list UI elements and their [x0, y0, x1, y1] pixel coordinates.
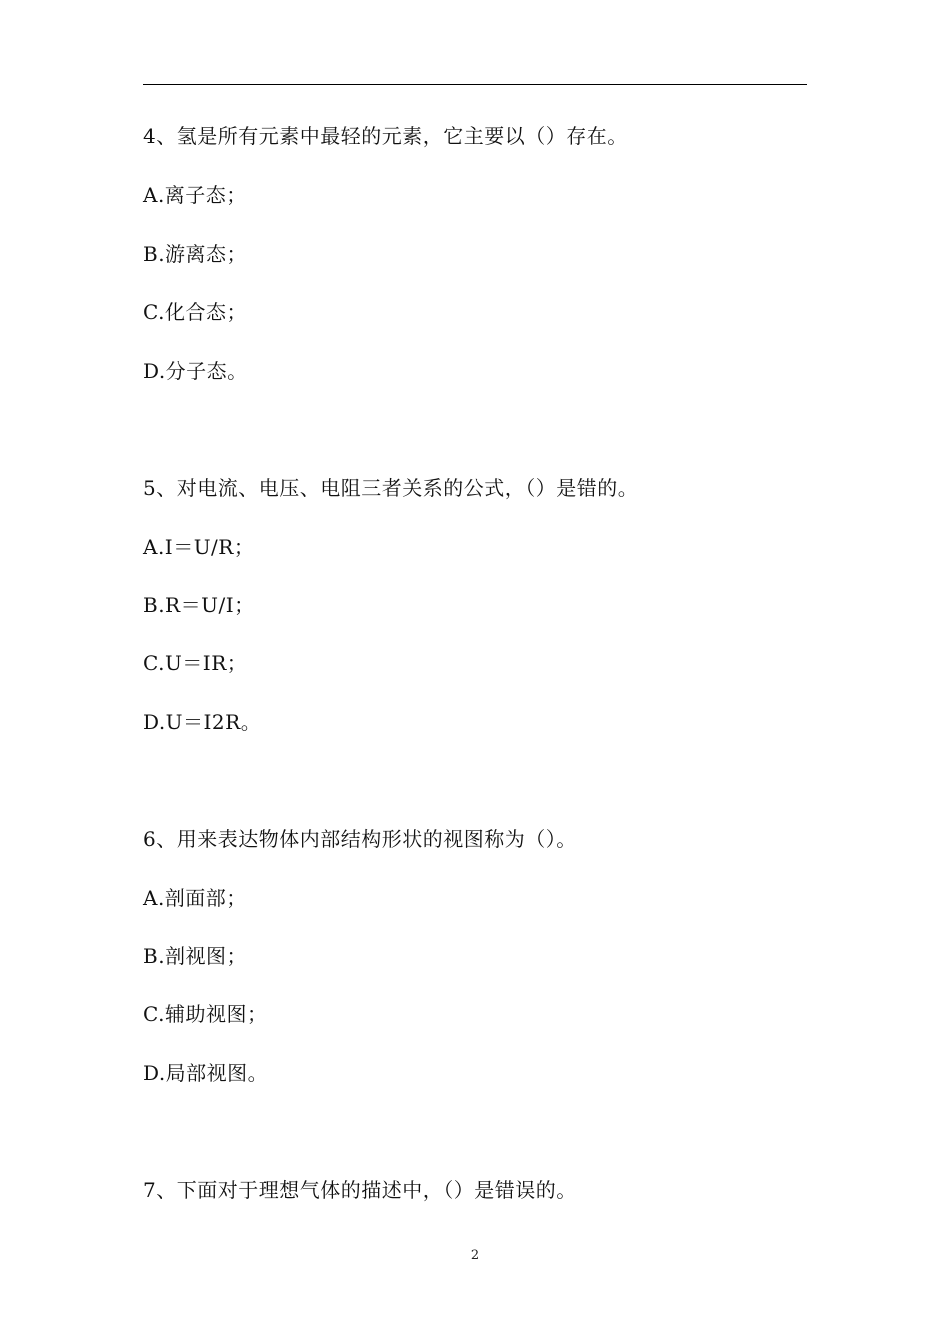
question-4-stem: 4、氢是所有元素中最轻的元素，它主要以（）存在。 [143, 124, 628, 148]
question-5-option-a: A.I＝U/R； [143, 535, 255, 559]
question-6-option-b: B.剖视图； [143, 944, 248, 968]
header-rule [143, 84, 807, 85]
question-4-option-a: A.离子态； [143, 183, 247, 207]
question-6-option-a: A.剖面部； [143, 886, 247, 910]
question-5-stem: 5、对电流、电压、电阻三者关系的公式，（）是错的。 [143, 476, 639, 500]
question-6-stem: 6、用来表达物体内部结构形状的视图称为（）。 [143, 827, 577, 851]
page-number: 2 [470, 1248, 480, 1263]
question-4-option-c: C.化合态； [143, 300, 247, 324]
question-4-option-b: B.游离态； [143, 242, 248, 266]
question-5-option-c: C.U＝IR； [143, 651, 248, 675]
question-6-option-c: C.辅助视图； [143, 1002, 268, 1026]
question-4-option-d: D.分子态。 [143, 359, 248, 383]
question-6-option-d: D.局部视图。 [143, 1061, 269, 1085]
question-7-stem: 7、下面对于理想气体的描述中，（）是错误的。 [143, 1178, 577, 1202]
question-5-option-d: D.U＝I2R。 [143, 710, 262, 734]
question-5-option-b: B.R＝U/I； [143, 593, 255, 617]
